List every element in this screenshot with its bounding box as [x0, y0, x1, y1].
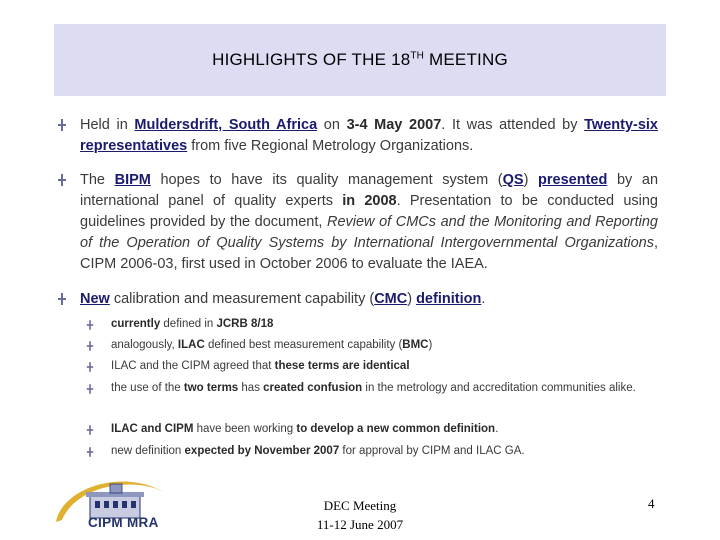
sub-bullet-icon: [87, 384, 93, 394]
bullet-text: The BIPM hopes to have its quality management system (QS) presented by an international panel of quality experts in 2008. Presentation to be conducted using guidelines provided by the document, Review of CMCs and the Monitoring and Reporting of the Operation of Quality Systems by International Intergovernmental Organizations, CIPM 2006-03, first used in October 2006 to evaluate the IAEA.: [80, 172, 659, 272]
sub-bullet-confusion: [86, 380, 656, 397]
title-banner: [54, 24, 666, 96]
sub-bullet-icon: [87, 341, 93, 351]
bullet-bipm-quality: [58, 170, 658, 275]
footer-meeting-date: 11-12 June 2007: [316, 517, 404, 532]
sub-bullet-new-definition-work: [86, 421, 656, 438]
sub-bullet-expected: [86, 443, 656, 460]
logo-text: CIPM MRA: [88, 515, 159, 530]
sub-bullet-icon: [87, 425, 93, 435]
sub-bullet-icon: [87, 447, 93, 457]
sub-bullet-ilac-bmc: [86, 337, 656, 354]
sub-bullet-text: currently defined in JCRB 8/18: [111, 318, 274, 330]
sub-bullet-identical: [86, 358, 656, 375]
page-number: 4: [648, 496, 655, 511]
bullet-icon: [58, 293, 66, 305]
sub-bullet-icon: [87, 320, 93, 330]
bullet-meeting-held: [58, 115, 658, 157]
bullet-cmc-definition: [58, 289, 658, 310]
sub-bullet-text: the use of the two terms has created confusion in the metrology and accreditation communities alike.: [111, 382, 636, 394]
slide-title: HIGHLIGHTS OF THE 18TH MEETING: [212, 50, 508, 69]
sub-bullet-text: analogously, ILAC defined best measurement capability (BMC): [111, 339, 433, 351]
sub-bullet-currently: [86, 316, 656, 333]
bullet-text: New calibration and measurement capability (CMC) definition.: [80, 291, 486, 307]
sub-bullet-icon: [87, 362, 93, 372]
sub-bullet-text: ILAC and CIPM have been working to develop a new common definition.: [111, 423, 499, 435]
bullet-icon: [58, 174, 66, 186]
sub-bullet-text: ILAC and the CIPM agreed that these terms are identical: [111, 360, 410, 372]
sub-bullet-text: new definition expected by November 2007 for approval by CIPM and ILAC GA.: [111, 445, 525, 457]
footer-meeting-name: DEC Meeting: [323, 498, 397, 513]
bullet-text: Held in Muldersdrift, South Africa on 3-4 May 2007. It was attended by Twenty-six representatives from five Regional Metrology Organizations.: [80, 117, 658, 154]
bullet-icon: [58, 119, 66, 131]
footer-meeting-info: [296, 496, 424, 534]
